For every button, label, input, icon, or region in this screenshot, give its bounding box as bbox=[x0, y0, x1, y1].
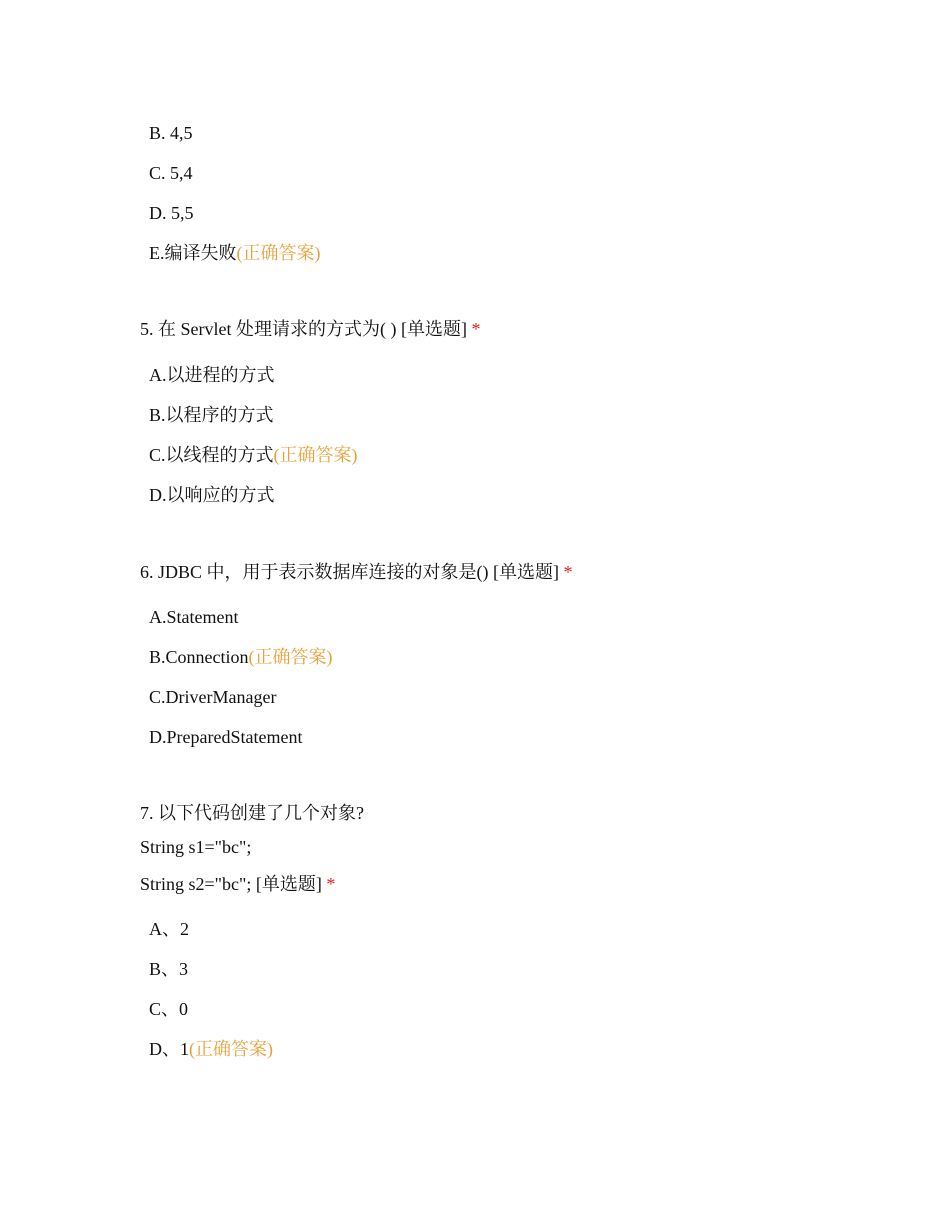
correct-answer-tag: (正确答案) bbox=[248, 647, 333, 667]
q4-option-e bbox=[149, 242, 321, 264]
q6-title bbox=[140, 561, 573, 583]
option-label: A、2 bbox=[149, 919, 189, 939]
q6-option-a bbox=[149, 606, 238, 628]
q7-option-d bbox=[149, 1038, 273, 1060]
option-label: B. 4,5 bbox=[149, 123, 193, 143]
required-mark: * bbox=[326, 874, 336, 894]
option-label: B.Connection bbox=[149, 647, 249, 667]
question-text: 7. 以下代码创建了几个对象? bbox=[140, 803, 364, 823]
option-label: D.PreparedStatement bbox=[149, 727, 303, 747]
q7-option-c bbox=[149, 998, 188, 1020]
question-text: 6. JDBC 中，用于表示数据库连接的对象是() [单选题] bbox=[140, 562, 559, 582]
q5-title bbox=[140, 318, 480, 340]
option-label: D. 5,5 bbox=[149, 203, 194, 223]
q5-option-c bbox=[149, 444, 358, 466]
q4-option-b bbox=[149, 122, 193, 144]
q5-option-b bbox=[149, 404, 274, 426]
q5-option-a bbox=[149, 364, 275, 386]
q7-title-line1 bbox=[140, 802, 364, 824]
q4-option-c bbox=[149, 162, 193, 184]
q4-option-d bbox=[149, 202, 194, 224]
q6-option-c bbox=[149, 686, 276, 708]
question-text: 5. 在 Servlet 处理请求的方式为( ) [单选题] bbox=[140, 319, 467, 339]
q6-option-d bbox=[149, 726, 302, 748]
option-label: B.以程序的方式 bbox=[149, 405, 274, 425]
q7-title-line2 bbox=[140, 836, 251, 858]
correct-answer-tag: (正确答案) bbox=[236, 243, 321, 263]
correct-answer-tag: (正确答案) bbox=[273, 445, 358, 465]
question-code-line: String s2="bc"; [单选题] bbox=[140, 874, 322, 894]
question-code-line: String s1="bc"; bbox=[140, 837, 252, 857]
q7-option-b bbox=[149, 958, 188, 980]
option-label: E.编译失败 bbox=[149, 243, 237, 263]
q7-option-a bbox=[149, 918, 189, 940]
option-label: C.以线程的方式 bbox=[149, 445, 274, 465]
correct-answer-tag: (正确答案) bbox=[189, 1039, 273, 1059]
required-mark: * bbox=[471, 319, 481, 339]
option-label: D、1 bbox=[149, 1039, 189, 1059]
option-label: C. 5,4 bbox=[149, 163, 193, 183]
q6-option-b bbox=[149, 646, 333, 668]
required-mark: * bbox=[563, 562, 573, 582]
option-label: D.以响应的方式 bbox=[149, 485, 275, 505]
option-label: C.DriverManager bbox=[149, 687, 277, 707]
option-label: A.Statement bbox=[149, 607, 239, 627]
q5-option-d bbox=[149, 484, 275, 506]
option-label: A.以进程的方式 bbox=[149, 365, 275, 385]
option-label: C、0 bbox=[149, 999, 189, 1019]
q7-title-line3 bbox=[140, 873, 335, 895]
option-label: B、3 bbox=[149, 959, 189, 979]
